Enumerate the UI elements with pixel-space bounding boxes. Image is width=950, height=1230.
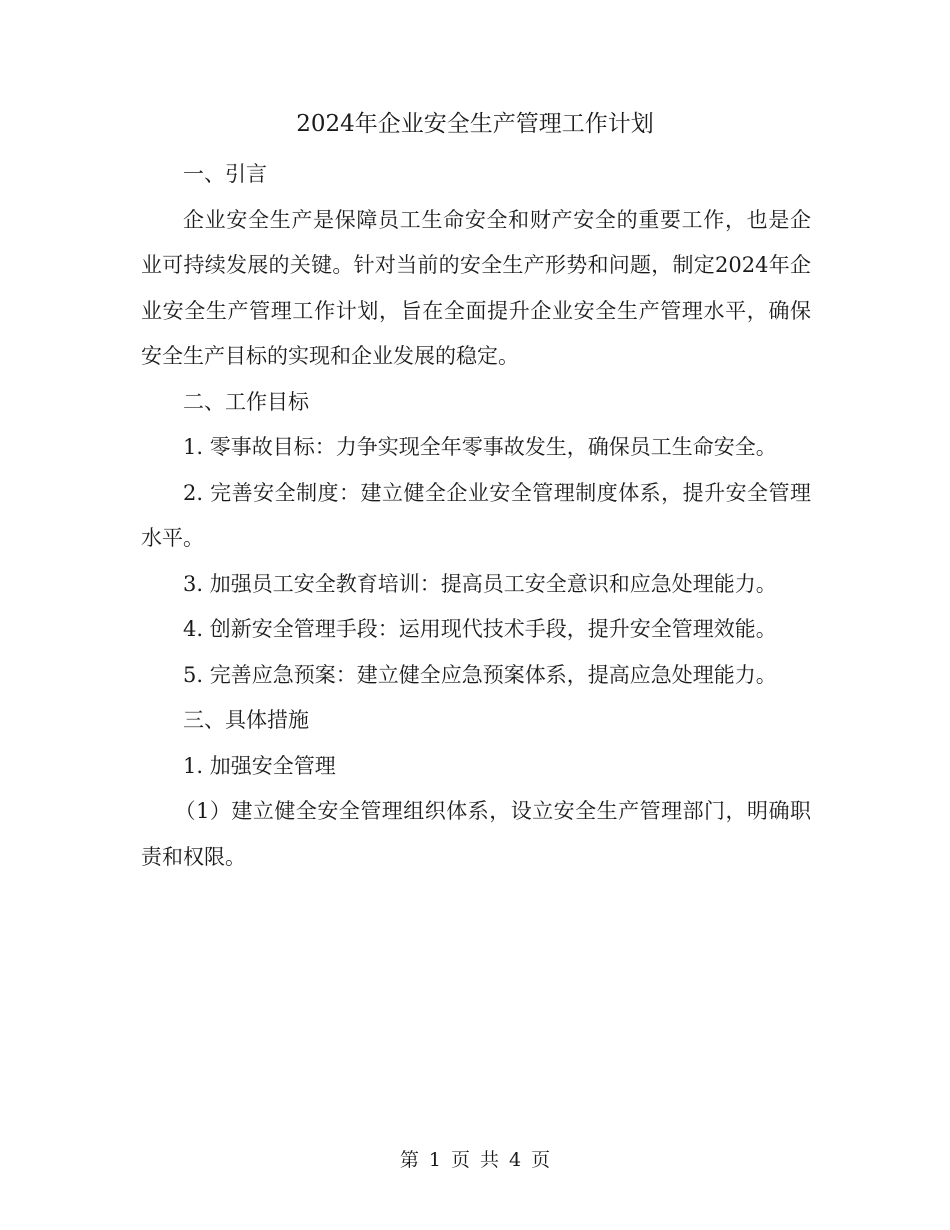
goal-item: 4. 创新安全管理手段：运用现代技术手段，提升安全管理效能。 [183, 617, 777, 641]
measure-subheading: 1. 加强安全管理 [183, 753, 336, 778]
goal-item: 3. 加强员工安全教育培训：提高员工安全意识和应急处理能力。 [183, 571, 777, 596]
section-heading-introduction: 一、引言 [183, 162, 267, 186]
section-heading-measures: 三、具体措施 [183, 708, 309, 732]
goal-item: 2. 完善安全制度：建立健全企业安全管理制度体系，提升安全管理水平。 [141, 480, 811, 550]
measure-item: （1）建立健全安全管理组织体系，设立安全生产管理部门，明确职责和权限。 [141, 799, 811, 869]
goal-item: 5. 完善应急预案：建立健全应急预案体系，提高应急处理能力。 [183, 662, 777, 687]
section-heading-goals: 二、工作目标 [183, 389, 309, 414]
page-footer: 第 1 页 共 4 页 [399, 1149, 551, 1171]
goal-item: 1. 零事故目标：力争实现全年零事故发生，确保员工生命安全。 [183, 435, 777, 459]
document-title: 2024年企业安全生产管理工作计划 [296, 111, 654, 137]
paragraph-introduction: 企业安全生产是保障员工生命安全和财产安全的重要工作，也是企业可持续发展的关键。针对当前的安全生产形势和问题，制定2024年企业安全生产管理工作计划，旨在全面提升企业安全生产管理水平，确保安全生产目标的实现和企业发展的稳定。 [141, 207, 811, 368]
document-body [141, 152, 811, 880]
